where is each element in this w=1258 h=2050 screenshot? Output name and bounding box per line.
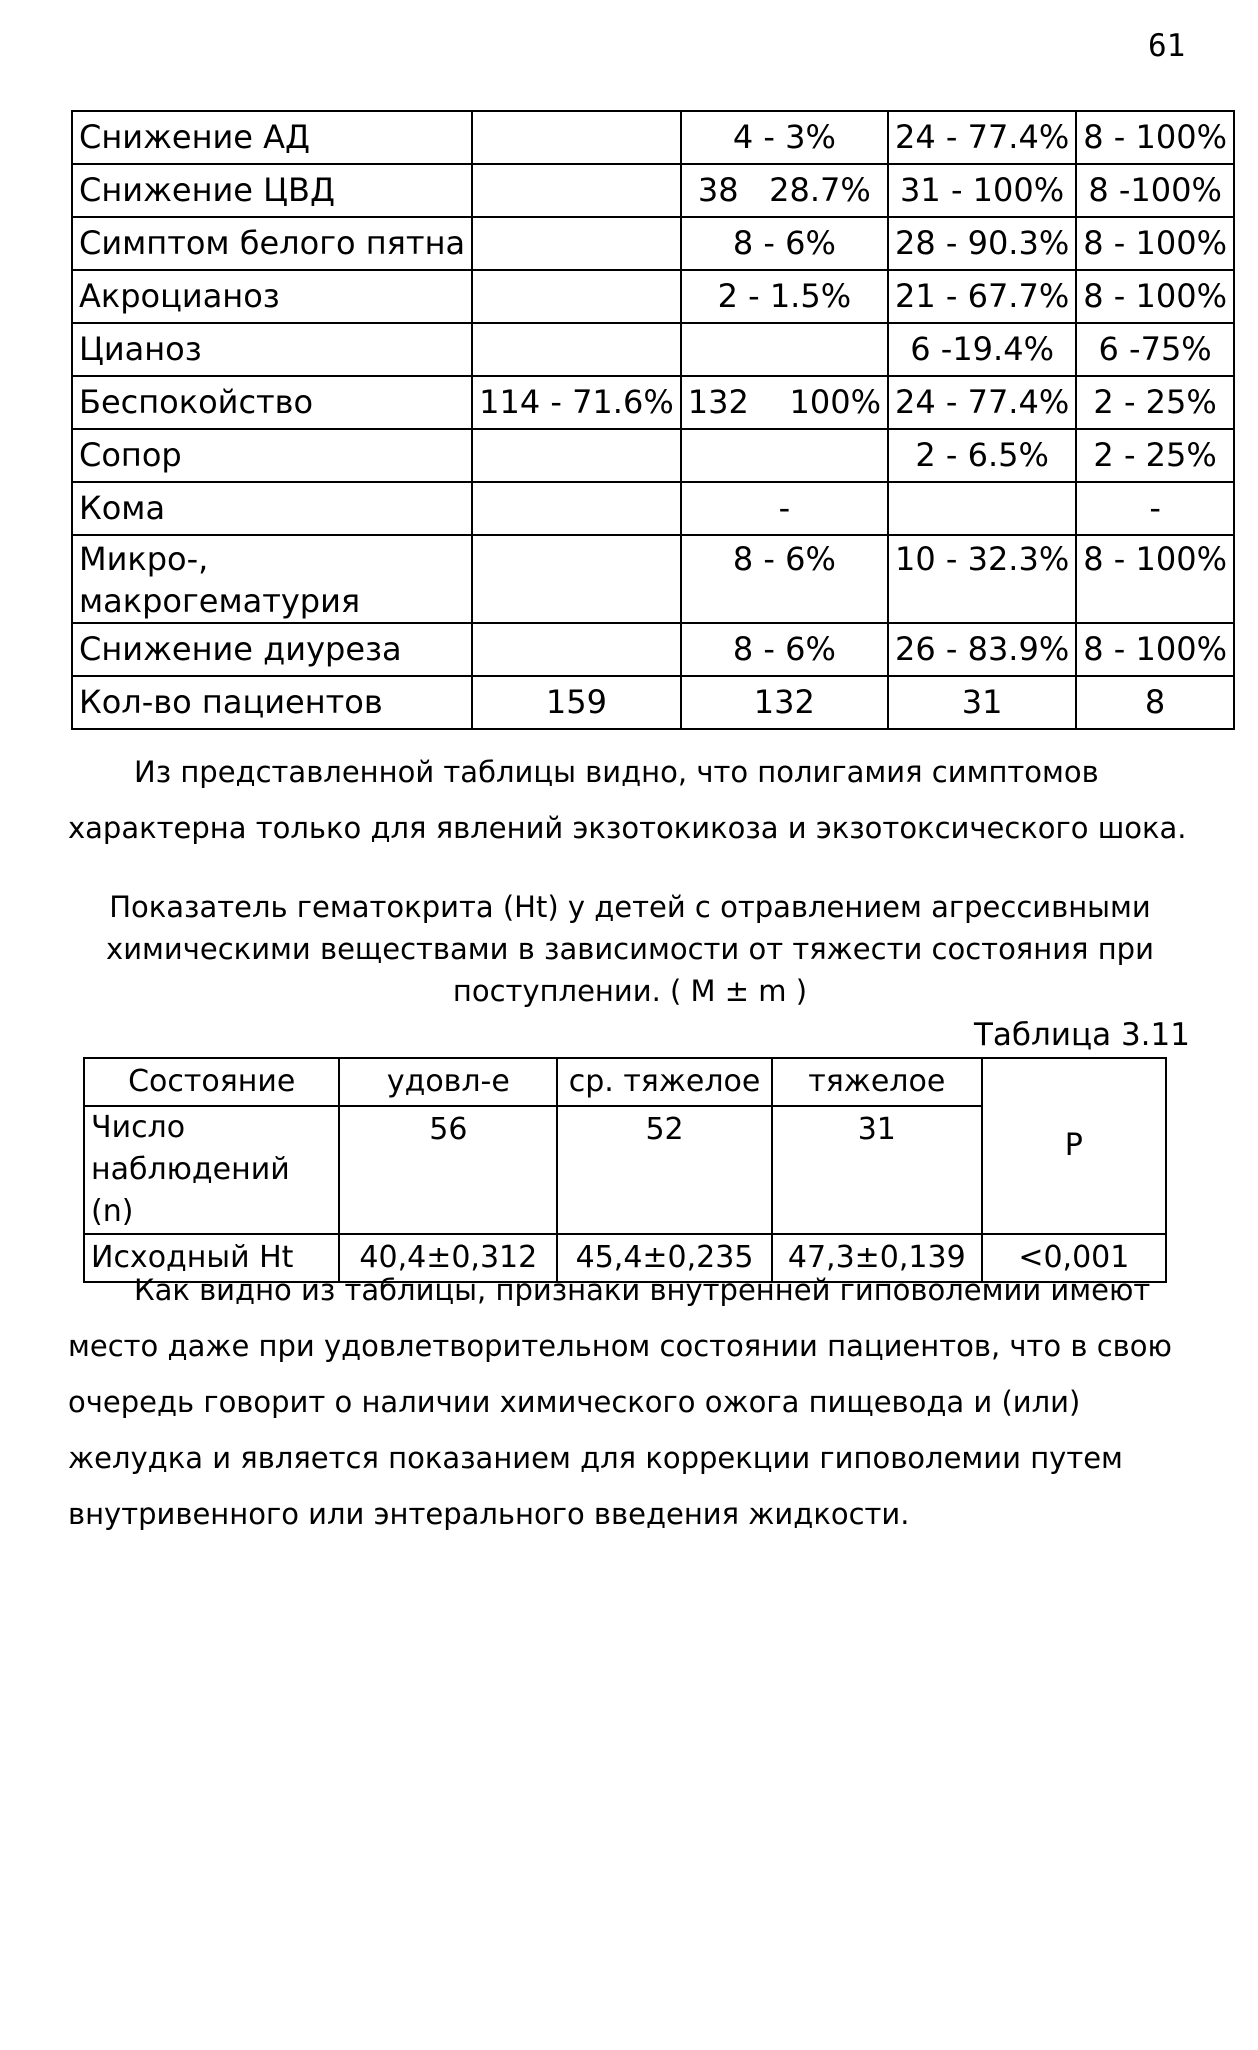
symptom-cell: 8 - 6% [681,535,888,623]
symptom-table [71,110,1235,730]
paragraph-1-line-2: характерна только для явлений экзотокикоза и экзотоксического шока. [68,811,1187,845]
symptom-cell [472,323,681,376]
symptom-cell: 26 - 83.9% [888,623,1076,676]
table-row [72,376,1234,429]
symptom-cell: 114 - 71.6% [472,376,681,429]
header-moderate: ср. тяжелое [557,1058,772,1106]
symptom-cell: 8 - 6% [681,623,888,676]
symptom-cell [472,217,681,270]
ht-row-p-value: <0,001 [982,1234,1166,1282]
symptom-label: Кол-во пациентов [72,676,472,729]
symptom-cell: 8 - 100% [1076,217,1234,270]
table-row [72,429,1234,482]
symptom-cell [681,429,888,482]
symptom-label: Кома [72,482,472,535]
symptom-label: Сопор [72,429,472,482]
ht-row-value: 40,4±0,312 [339,1234,557,1282]
paragraph-2-line-2: место даже при удовлетворительном состоянии пациентов, что в свою [68,1329,1172,1363]
symptom-cell: 8 - 100% [1076,270,1234,323]
symptom-cell: 159 [472,676,681,729]
paragraph-1-line-1: Из представленной таблицы видно, что полигамия симптомов [134,755,1099,789]
n-row-value: 52 [557,1106,772,1234]
paragraph-2-line-3: очередь говорит о наличии химического ожога пищевода и (или) [68,1385,1081,1419]
paragraph-1 [68,744,1192,856]
symptom-cell: - [1076,482,1234,535]
symptom-cell: 31 [888,676,1076,729]
symptom-label: Акроцианоз [72,270,472,323]
symptom-table-body [72,111,1234,729]
table-row [72,535,1234,623]
symptom-cell: 21 - 67.7% [888,270,1076,323]
symptom-label: Снижение АД [72,111,472,164]
symptom-cell: 2 - 1.5% [681,270,888,323]
symptom-cell: 8 - 100% [1076,111,1234,164]
table-heading-line-3: поступлении. ( M ± m ) [452,974,808,1008]
table-heading-line-1: Показатель гематокрита (Ht) у детей с отравлением агрессивными [109,890,1151,924]
paragraph-2 [68,1262,1192,1542]
symptom-cell [472,270,681,323]
paragraph-2-line-5: внутривенного или энтерального введения жидкости. [68,1497,910,1531]
symptom-cell [472,429,681,482]
table-heading-line-2: химическими веществами в зависимости от тяжести состояния при [106,932,1154,966]
hematocrit-table [83,1057,1167,1283]
symptom-cell: 24 - 77.4% [888,111,1076,164]
symptom-cell: 38 28.7% [681,164,888,217]
header-severe: тяжелое [772,1058,982,1106]
symptom-cell: 4 - 3% [681,111,888,164]
symptom-cell: 8 - 6% [681,217,888,270]
table-row [84,1058,1166,1106]
symptom-cell: 10 - 32.3% [888,535,1076,623]
table-row [72,323,1234,376]
symptom-label: Микро-, макрогематурия [72,535,472,623]
symptom-label: Снижение ЦВД [72,164,472,217]
symptom-cell [681,323,888,376]
n-row-value: 56 [339,1106,557,1234]
symptom-cell: 8 -100% [1076,164,1234,217]
symptom-cell: 6 -19.4% [888,323,1076,376]
symptom-cell: 24 - 77.4% [888,376,1076,429]
symptom-cell: 6 -75% [1076,323,1234,376]
symptom-label: Цианоз [72,323,472,376]
ht-row-value: 47,3±0,139 [772,1234,982,1282]
symptom-cell [888,482,1076,535]
table-number: Таблица 3.11 [974,1017,1190,1053]
symptom-cell: 132 [681,676,888,729]
symptom-cell [472,482,681,535]
table-row [72,676,1234,729]
ht-row-value: 45,4±0,235 [557,1234,772,1282]
symptom-cell [472,623,681,676]
header-state: Состояние [84,1058,339,1106]
table-row [72,111,1234,164]
table-row [72,217,1234,270]
ht-row-label: Исходный Ht [84,1234,339,1282]
paragraph-2-line-1: Как видно из таблицы, признаки внутренней гиповолемии имеют [134,1273,1151,1307]
n-row-value: 31 [772,1106,982,1234]
symptom-cell: 2 - 25% [1076,376,1234,429]
symptom-cell: 8 - 100% [1076,623,1234,676]
paragraph-2-line-4: желудка и является показанием для коррекции гиповолемии путем [68,1441,1123,1475]
page-number: 61 [1148,28,1186,64]
symptom-label: Беспокойство [72,376,472,429]
symptom-cell: 8 [1076,676,1234,729]
table-row [72,623,1234,676]
symptom-label: Симптом белого пятна [72,217,472,270]
symptom-cell: 28 - 90.3% [888,217,1076,270]
symptom-cell: - [681,482,888,535]
table-row [72,164,1234,217]
header-satisfactory: удовл-е [339,1058,557,1106]
symptom-cell [472,164,681,217]
symptom-cell: 2 - 6.5% [888,429,1076,482]
symptom-cell: 8 - 100% [1076,535,1234,623]
table-heading [68,886,1192,1012]
symptom-cell: 2 - 25% [1076,429,1234,482]
header-p: P [982,1058,1166,1234]
symptom-label: Снижение диуреза [72,623,472,676]
table-row [72,270,1234,323]
symptom-cell: 31 - 100% [888,164,1076,217]
table-row [72,482,1234,535]
symptom-cell [472,535,681,623]
n-row-label: Число наблюдений (n) [84,1106,339,1234]
symptom-cell: 132 100% [681,376,888,429]
symptom-cell [472,111,681,164]
